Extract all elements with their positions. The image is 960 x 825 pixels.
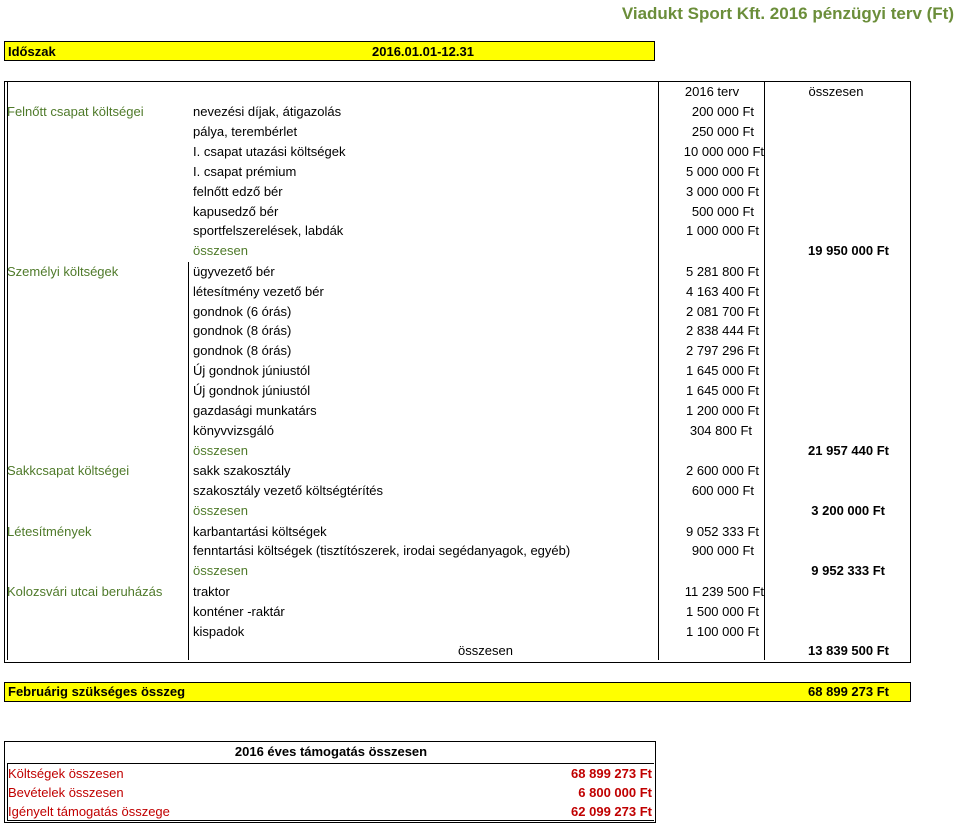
line-item-label: kapusedző bér: [193, 204, 279, 219]
line-item-value: 2 797 296 Ft: [686, 343, 759, 358]
line-item-value: 1 500 000 Ft: [686, 604, 759, 619]
section-title: Létesítmények: [7, 524, 92, 539]
line-item-value: 250 000 Ft: [691, 124, 754, 139]
subtotal-value: 19 950 000 Ft: [808, 243, 889, 258]
line-item-label: gondnok (8 órás): [193, 343, 292, 358]
support-row-value: 6 800 000 Ft: [578, 785, 652, 800]
support-row-label: Igényelt támogatás összege: [8, 804, 170, 819]
line-item-value: 2 838 444 Ft: [686, 323, 759, 338]
line-item-label: felnőtt edző bér: [193, 184, 283, 199]
column-divider: [658, 81, 659, 660]
column-header-plan: 2016 terv: [684, 84, 740, 99]
support-row-label: Költségek összesen: [8, 766, 124, 781]
february-total-value: 68 899 273 Ft: [808, 684, 889, 699]
line-item-value: 10 000 000 Ft: [683, 144, 764, 159]
period-value: 2016.01.01-12.31: [372, 44, 474, 59]
section-title: Felnőtt csapat költségei: [7, 104, 144, 119]
period-label: Időszak: [8, 44, 56, 59]
page-title: Viadukt Sport Kft. 2016 pénzügyi terv (Ft): [621, 4, 954, 23]
column-divider: [188, 262, 189, 660]
line-item-value: 1 645 000 Ft: [686, 363, 759, 378]
line-item-label: pálya, terembérlet: [193, 124, 298, 139]
line-item-label: fenntartási költségek (tisztítószerek, irodai segédanyagok, egyéb): [193, 543, 571, 558]
subtotal-label: összesen: [193, 243, 248, 258]
line-item-label: Új gondnok júniustól: [193, 383, 311, 398]
line-item-label: karbantartási költségek: [193, 524, 327, 539]
subtotal-value: 13 839 500 Ft: [808, 643, 889, 658]
february-total-label: Februárig szükséges összeg: [8, 684, 186, 699]
line-item-value: 11 239 500 Ft: [684, 584, 764, 599]
line-item-value: 2 600 000 Ft: [686, 463, 759, 478]
line-item-label: traktor: [193, 584, 230, 599]
column-header-total: összesen: [808, 84, 864, 99]
subtotal-label: összesen: [193, 563, 248, 578]
line-item-value: 1 000 000 Ft: [686, 223, 759, 238]
line-item-value: 1 200 000 Ft: [686, 403, 759, 418]
line-item-value: 900 000 Ft: [691, 543, 754, 558]
line-item-value: 3 000 000 Ft: [686, 184, 759, 199]
line-item-value: 5 281 800 Ft: [686, 264, 759, 279]
line-item-label: sakk szakosztály: [193, 463, 291, 478]
subtotal-value: 3 200 000 Ft: [811, 503, 885, 518]
support-row-value: 62 099 273 Ft: [571, 804, 652, 819]
line-item-label: gazdasági munkatárs: [193, 403, 317, 418]
subtotal-value: 9 952 333 Ft: [811, 563, 885, 578]
subtotal-value: 21 957 440 Ft: [808, 443, 889, 458]
line-item-label: könyvvizsgáló: [193, 423, 274, 438]
column-divider: [764, 81, 765, 660]
line-item-label: kispadok: [193, 624, 245, 639]
line-item-label: I. csapat prémium: [193, 164, 297, 179]
subtotal-label: összesen: [193, 443, 248, 458]
line-item-label: létesítmény vezető bér: [193, 284, 324, 299]
support-summary-title: 2016 éves támogatás összesen: [234, 744, 428, 759]
section-title: Kolozsvári utcai beruházás: [7, 584, 163, 599]
line-item-label: ügyvezető bér: [193, 264, 275, 279]
line-item-label: sportfelszerelések, labdák: [193, 223, 344, 238]
line-item-value: 2 081 700 Ft: [686, 304, 759, 319]
line-item-value: 9 052 333 Ft: [686, 524, 759, 539]
line-item-value: 4 163 400 Ft: [686, 284, 759, 299]
line-item-label: gondnok (8 órás): [193, 323, 292, 338]
line-item-value: 1 645 000 Ft: [686, 383, 759, 398]
line-item-value: 200 000 Ft: [691, 104, 754, 119]
support-row-label: Bevételek összesen: [8, 785, 124, 800]
line-item-label: szakosztály vezető költségtérítés: [193, 483, 384, 498]
line-item-value: 600 000 Ft: [691, 483, 754, 498]
section-title: Sakkcsapat költségei: [7, 463, 130, 478]
line-item-value: 304 800 Ft: [689, 423, 752, 438]
line-item-value: 5 000 000 Ft: [686, 164, 759, 179]
line-item-value: 1 100 000 Ft: [686, 624, 759, 639]
line-item-label: I. csapat utazási költségek: [193, 144, 346, 159]
support-row-value: 68 899 273 Ft: [571, 766, 652, 781]
subtotal-label: összesen: [458, 643, 513, 658]
line-item-label: gondnok (6 órás): [193, 304, 292, 319]
subtotal-label: összesen: [193, 503, 248, 518]
section-title: Személyi költségek: [7, 264, 119, 279]
line-item-label: konténer -raktár: [193, 604, 285, 619]
line-item-label: Új gondnok júniustól: [193, 363, 311, 378]
line-item-value: 500 000 Ft: [691, 204, 754, 219]
period-bar: [4, 41, 655, 61]
line-item-label: nevezési díjak, átigazolás: [193, 104, 342, 119]
